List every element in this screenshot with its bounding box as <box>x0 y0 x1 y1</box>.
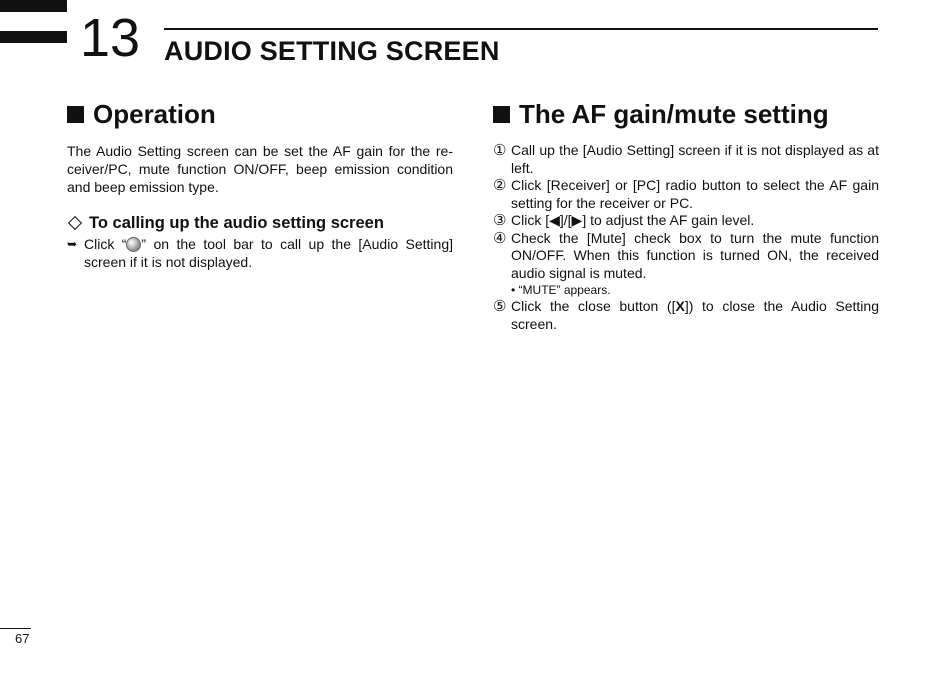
square-bullet-icon <box>67 106 84 123</box>
step-number: ③ <box>493 212 507 229</box>
operation-description: The Audio Setting screen can be set the AF gain for the receiver/PC, mute function ON/OFF, beep emission condition and beep emission type. <box>67 143 453 195</box>
step-number: ① <box>493 142 507 159</box>
step-item <box>493 230 879 283</box>
calling-up-subheading-text: To calling up the audio setting screen <box>89 214 384 232</box>
step-item <box>493 177 879 212</box>
calling-up-subheading <box>67 213 453 233</box>
operation-heading <box>67 96 453 132</box>
page-number: 67 <box>15 631 30 646</box>
step-number: ④ <box>493 229 507 247</box>
af-gain-section <box>493 96 879 333</box>
diamond-bullet-icon <box>68 216 82 230</box>
step-text: Check the [Mute] check box to turn the mute function ON/OFF. When this function is turned ON, the received audio signal is muted. <box>511 229 879 281</box>
step-text: Click [◀]/[▶] to adjust the AF gain level. <box>511 212 755 228</box>
close-step-text-before: Click the close button ([ <box>511 298 676 314</box>
instruction-text-after: ” on the tool bar to call up the [Audio Setting] screen if it is not displayed. <box>84 236 453 270</box>
speaker-icon <box>126 237 141 252</box>
square-bullet-icon <box>493 106 510 123</box>
af-gain-heading-text: The AF gain/mute setting <box>519 99 829 129</box>
arrow-bullet-icon: ➥ <box>67 237 78 251</box>
calling-up-instruction <box>67 235 453 271</box>
operation-section <box>67 96 453 271</box>
chapter-number: 13 <box>80 8 141 68</box>
header-rule <box>164 28 878 30</box>
mute-note: • “MUTE” appears. <box>511 283 611 297</box>
step-text <box>511 298 879 333</box>
step-item <box>493 142 879 177</box>
af-gain-steps-continued <box>493 298 879 333</box>
af-gain-steps <box>493 142 879 282</box>
step-text: Call up the [Audio Setting] screen if it is not displayed as at left. <box>511 142 879 176</box>
instruction-text-before: Click “ <box>84 236 127 252</box>
step-number: ⑤ <box>493 298 507 315</box>
close-step-text-after: ]) to close the Audio Setting screen. <box>511 298 879 332</box>
chapter-tab-bar-bottom <box>0 31 67 43</box>
step-item <box>493 298 879 333</box>
af-gain-heading <box>493 96 879 132</box>
chapter-tab-bar-top <box>0 0 67 12</box>
step-text: Click [Receiver] or [PC] radio button to select the AF gain setting for the receiver or PC. <box>511 177 879 211</box>
footer-rule <box>0 628 31 629</box>
step-item <box>493 212 879 230</box>
chapter-title: AUDIO SETTING SCREEN <box>164 36 500 66</box>
close-x-label: X <box>675 298 685 314</box>
step-number: ② <box>493 177 507 194</box>
operation-heading-text: Operation <box>93 99 216 129</box>
